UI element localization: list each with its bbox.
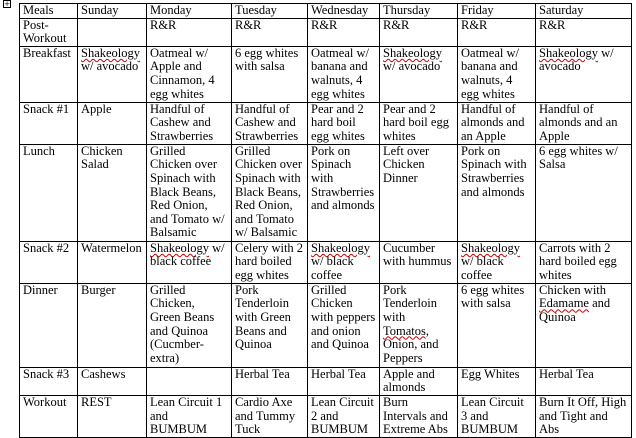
meal-plan-table xyxy=(19,3,632,438)
table-cell: 6 egg whites with salsa xyxy=(232,46,308,102)
table-cell: Shakeology w/ avocado xyxy=(536,46,632,102)
spellcheck-word: Shakeology xyxy=(150,241,210,255)
table-cell: Cardio Axe and Tummy Tuck xyxy=(232,395,308,437)
table-cell: 6 egg whites w/ Salsa xyxy=(536,144,632,241)
table-cell: Pear and 2 hard boil egg whites xyxy=(308,102,380,144)
meal-label: Snack #2 xyxy=(20,241,78,283)
table-row xyxy=(20,395,632,437)
table-row xyxy=(20,46,632,102)
table-cell: Chicken Salad xyxy=(78,144,147,241)
table-row xyxy=(20,102,632,144)
table-cell: Cashews xyxy=(78,367,147,395)
table-cell: Burger xyxy=(78,283,147,367)
header-cell-day: Sunday xyxy=(78,4,147,19)
table-cell: Oatmeal w/ banana and walnuts, 4 egg whites xyxy=(458,46,536,102)
header-cell-meals: Meals xyxy=(20,4,78,19)
table-cell: Handful of Cashew and Strawberries xyxy=(232,102,308,144)
header-row xyxy=(20,4,632,19)
table-cell: Pork on Spinach with Strawberries and almonds xyxy=(458,144,536,241)
table-cell: Cucumber with hummus xyxy=(380,241,458,283)
spellcheck-word: Shakeology xyxy=(461,241,521,255)
table-cell: R&R xyxy=(147,18,232,46)
meal-label: Post-Workout xyxy=(20,18,78,46)
table-row xyxy=(20,367,632,395)
table-cell: Herbal Tea xyxy=(536,367,632,395)
table-cell: Lean Circuit 3 and BUMBUM xyxy=(458,395,536,437)
spellcheck-word: Edamame xyxy=(539,296,589,311)
table-cell: Lean Circuit 2 and BUMBUM xyxy=(308,395,380,437)
spellcheck-word: Shakeology xyxy=(311,241,371,255)
table-cell: R&R xyxy=(458,18,536,46)
table-cell xyxy=(147,367,232,395)
table-cell: Herbal Tea xyxy=(232,367,308,395)
table-cell: Pear and 2 hard boil egg whites xyxy=(380,102,458,144)
table-cell: Handful of almonds and an Apple xyxy=(458,102,536,144)
table-cell: Shakeology w/ avocado xyxy=(78,46,147,102)
table-cell: Pork Tenderloin with Tomatos, Onion, and Peppers xyxy=(380,283,458,367)
table-cell: Shakeology w/ black coffee xyxy=(458,241,536,283)
header-cell-day: Friday xyxy=(458,4,536,19)
table-cell: Grilled Chicken over Spinach with Black Beans, Red Onion, and Tomato w/ Balsamic xyxy=(232,144,308,241)
header-cell-day: Saturday xyxy=(536,4,632,19)
meal-label: Snack #3 xyxy=(20,367,78,395)
table-cell: Shakeology w/ avocado xyxy=(380,46,458,102)
table-cell: Celery with 2 hard boiled egg whites xyxy=(232,241,308,283)
table-cell: R&R xyxy=(380,18,458,46)
table-cell xyxy=(78,18,147,46)
spellcheck-word: Tomatos, xyxy=(383,323,429,338)
table-cell: Grilled Chicken with peppers and onion and Quinoa xyxy=(308,283,380,367)
table-cell: Burn Intervals and Extreme Abs xyxy=(380,395,458,437)
table-cell: Oatmeal w/ Apple and Cinnamon, 4 egg whites xyxy=(147,46,232,102)
table-cell: Carrots with 2 hard boiled egg whites xyxy=(536,241,632,283)
meal-label: Lunch xyxy=(20,144,78,241)
table-cell: Lean Circuit 1 and BUMBUM xyxy=(147,395,232,437)
table-cell: Herbal Tea xyxy=(308,367,380,395)
spellcheck-word: Shakeology xyxy=(81,46,141,60)
table-cell: 6 egg whites with salsa xyxy=(458,283,536,367)
meal-label: Breakfast xyxy=(20,46,78,102)
table-cell: Handful of Cashew and Strawberries xyxy=(147,102,232,144)
table-cell: Left over Chicken Dinner xyxy=(380,144,458,241)
table-row xyxy=(20,18,632,46)
meal-label: Workout xyxy=(20,395,78,437)
meal-label: Snack #1 xyxy=(20,102,78,144)
table-cell: Oatmeal w/ banana and walnuts, 4 egg whites xyxy=(308,46,380,102)
header-cell-day: Thursday xyxy=(380,4,458,19)
spellcheck-word: Shakeology xyxy=(383,46,443,60)
table-cell: R&R xyxy=(308,18,380,46)
header-cell-day: Wednesday xyxy=(308,4,380,19)
table-cell: Shakeology w/ black coffee xyxy=(147,241,232,283)
table-cell: Pork Tenderloin with Green Beans and Quinoa xyxy=(232,283,308,367)
header-cell-day: Monday xyxy=(147,4,232,19)
table-cell: Egg Whites xyxy=(458,367,536,395)
table-cell: Pork on Spinach with Strawberries and almonds xyxy=(308,144,380,241)
spellcheck-word: Shakeology xyxy=(539,46,599,60)
table-cell: REST xyxy=(78,395,147,437)
table-row xyxy=(20,241,632,283)
table-cell: Apple xyxy=(78,102,147,144)
meal-label: Dinner xyxy=(20,283,78,367)
table-row xyxy=(20,144,632,241)
table-cell: Apple and almonds xyxy=(380,367,458,395)
table-cell: R&R xyxy=(232,18,308,46)
table-cell: Watermelon xyxy=(78,241,147,283)
table-cell: Burn It Off, High and Tight and Abs xyxy=(536,395,632,437)
table-row xyxy=(20,283,632,367)
table-cell: Grilled Chicken, Green Beans and Quinoa (Cucmber-extra) xyxy=(147,283,232,367)
table-move-handle-icon[interactable]: + xyxy=(4,0,10,8)
table-cell: Chicken with Edamame and Quinoa xyxy=(536,283,632,367)
table-cell: R&R xyxy=(536,18,632,46)
table-cell: Shakeology w/ black coffee xyxy=(308,241,380,283)
table-cell: Handful of almonds and an Apple xyxy=(536,102,632,144)
table-cell: Grilled Chicken over Spinach with Black Beans, Red Onion, and Tomato w/ Balsamic xyxy=(147,144,232,241)
header-cell-day: Tuesday xyxy=(232,4,308,19)
